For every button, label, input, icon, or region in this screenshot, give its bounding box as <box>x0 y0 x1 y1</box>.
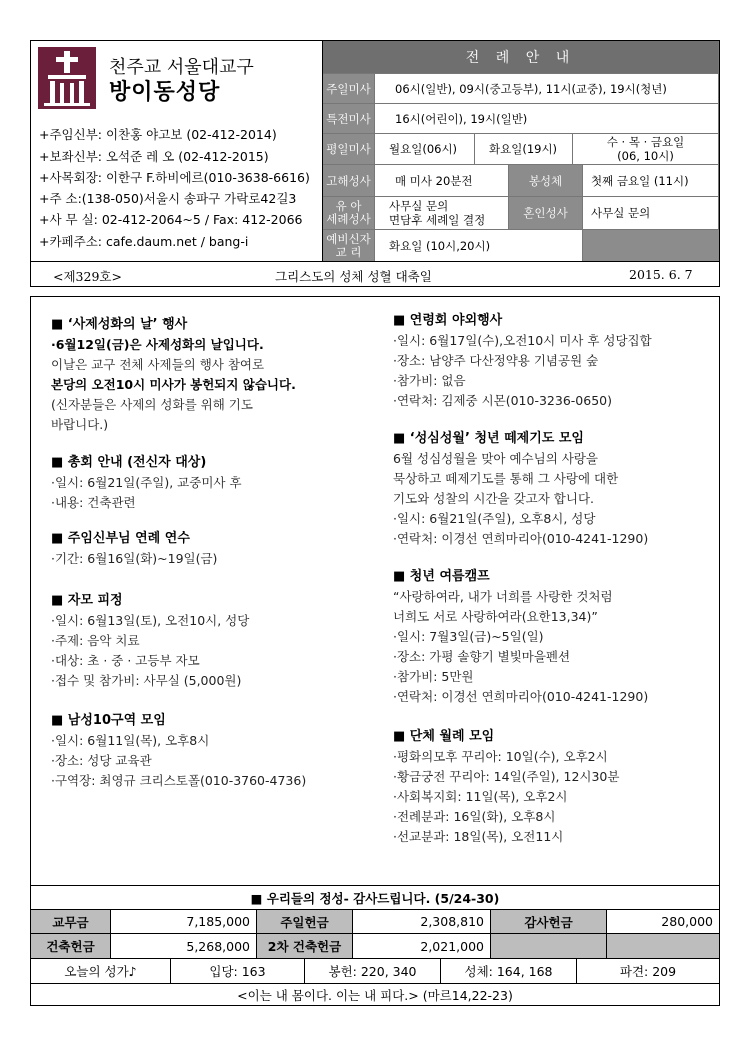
section-pastor-training <box>51 529 217 569</box>
offering-value: 280,000 <box>661 914 713 929</box>
section-line: “사랑하여라, 내가 너희를 사랑한 것처럼 <box>393 589 613 604</box>
section-line: 이날은 교구 전체 사제들의 행사 참여로 <box>51 357 265 372</box>
contact-address: +주 소:(138-050)서울시 송파구 가락로42길3 <box>39 191 297 206</box>
section-line: 바랍니다.) <box>51 417 109 432</box>
marriage-label: 혼인성사 <box>509 197 583 230</box>
empty-cell <box>583 230 719 261</box>
section-line: ·연락처: 이경선 연희마리아(010-4241-1290) <box>393 531 649 546</box>
issue-date: 2015. 6. 7 <box>629 267 693 282</box>
offering-label: 감사헌금 <box>491 910 607 933</box>
contact-assistant: +보좌신부: 오석준 레 오 (02-412-2015) <box>39 149 269 164</box>
infant-baptism-label: 유 아 세례성사 <box>323 197 375 230</box>
section-line: ·내용: 건축관련 <box>51 495 136 510</box>
confession-label: 고해성사 <box>323 165 375 197</box>
section-line: ·참가비: 없음 <box>393 373 466 388</box>
catechism-label: 예비신자 교 리 <box>323 230 375 261</box>
weekday-mass-label: 평일미사 <box>323 134 375 165</box>
section-line: ·일시: 6월13일(토), 오전10시, 성당 <box>51 613 250 628</box>
bulletin-body <box>30 296 720 1006</box>
section-line: 기도와 성찰의 시간을 갖고자 합니다. <box>393 491 594 506</box>
marriage-value: 사무실 문의 <box>583 197 719 230</box>
saturday-mass-value: 16시(어린이), 19시(일반) <box>375 104 719 134</box>
offering-label: 교무금 <box>31 910 111 933</box>
parish-logo-icon <box>38 47 96 109</box>
adoration-label: 봉성체 <box>509 165 583 197</box>
section-line: ·6월12일(금)은 사제성화의 날입니다. <box>51 337 264 352</box>
hymns-row <box>31 958 719 983</box>
offering-label: 주일헌금 <box>257 910 353 933</box>
issue-bar <box>31 261 719 286</box>
offering-value: 2,308,810 <box>353 910 491 933</box>
offering-row-2 <box>31 933 719 958</box>
hymn-recessional: 파견: 209 <box>619 964 677 979</box>
section-line: 본당의 오전10시 미사가 봉헌되지 않습니다. <box>51 377 296 392</box>
section-line: ·황금궁전 꾸리아: 14일(주일), 12시30분 <box>393 769 620 784</box>
left-column <box>51 315 381 875</box>
parish-info <box>31 41 322 261</box>
hymn-entrance: 입당: 163 <box>171 959 305 983</box>
bulletin-header <box>30 40 720 287</box>
section-line: 6월 성심성월을 맞아 예수님의 사랑을 <box>393 451 598 466</box>
section-line: ·연락처: 김제중 시몬(010-3236-0650) <box>393 393 612 408</box>
sunday-mass-value: 06시(일반), 09시(중고등부), 11시(교중), 19시(청년) <box>375 74 719 104</box>
section-title: ■ 자모 피정 <box>51 593 123 608</box>
parish-diocese: 천주교 서울대교구 <box>109 57 254 78</box>
section-priest-day <box>51 315 296 435</box>
contact-council: +사목회장: 이한구 F.하비에르(010-3638-6616) <box>39 170 310 185</box>
confession-value: 매 미사 20분전 <box>375 165 509 197</box>
section-line: ·전례분과: 16일(화), 오후8시 <box>393 809 556 824</box>
section-line: ·일시: 6월11일(목), 오후8시 <box>51 733 210 748</box>
section-men-district <box>51 711 306 791</box>
section-taize-prayer <box>393 429 648 549</box>
section-mothers-retreat <box>51 591 249 691</box>
section-title: ■ 남성10구역 모임 <box>51 713 166 728</box>
section-line: ·평화의모후 꾸리아: 10일(수), 오후2시 <box>393 749 608 764</box>
hymn-communion: 성체: 164, 168 <box>441 959 577 983</box>
section-line: 묵상하고 떼제기도를 통해 그 사랑에 대한 <box>393 471 619 486</box>
contact-cafe: +카페주소: cafe.daum.net / bang-i <box>39 234 249 249</box>
section-line: ·주제: 음악 치료 <box>51 633 140 648</box>
issue-number: <제329호> <box>53 269 122 284</box>
offering-title: ■ 우리들의 정성- 감사드립니다. (5/24-30) <box>250 890 500 906</box>
section-line: ·참가비: 5만원 <box>393 669 474 684</box>
section-title: ■ 단체 월례 모임 <box>393 729 495 744</box>
contact-office: +사 무 실: 02-412-2064~5 / Fax: 412-2066 <box>39 212 303 227</box>
saturday-mass-label: 특전미사 <box>323 104 375 134</box>
parish-name: 방이동성당 <box>109 79 221 105</box>
section-line: ·구역장: 최영규 크리스토폴(010-3760-4736) <box>51 773 307 788</box>
section-line: ·일시: 6월21일(주일), 교중미사 후 <box>51 475 242 490</box>
section-line: ·일시: 6월17일(수),오전10시 미사 후 성당집합 <box>393 333 652 348</box>
sunday-mass-label: 주일미사 <box>323 74 375 104</box>
catechism-value: 화요일 (10시,20시) <box>375 230 583 261</box>
weekday-monday: 월요일(06시) <box>375 134 475 165</box>
section-monthly-meetings <box>393 727 619 847</box>
section-line: ·연락처: 이경선 연희마리아(010-4241-1290) <box>393 689 649 704</box>
section-memorial-outing <box>393 311 652 411</box>
offering-label: 2차 건축헌금 <box>257 934 353 958</box>
section-line: ·접수 및 참가비: 사무실 (5,000원) <box>51 673 242 688</box>
offering-row-1 <box>31 909 719 933</box>
right-column <box>393 311 713 871</box>
section-line: ·장소: 남양주 다산정약용 기념공원 숲 <box>393 353 599 368</box>
weekday-wed-fri: 수 · 목 · 금요일 (06, 10시) <box>573 134 719 165</box>
section-general-meeting <box>51 453 242 513</box>
hymn-offertory: 봉헌: 220, 340 <box>305 959 441 983</box>
scripture-quote: <이는 내 몸이다. 이는 내 피다.> (마르14,22-23) <box>237 987 513 1003</box>
section-title: ■ 청년 여름캠프 <box>393 569 490 584</box>
infant-baptism-value: 사무실 문의 면담후 세례일 결정 <box>375 197 509 230</box>
section-title: ■ 주임신부님 연례 연수 <box>51 531 190 546</box>
section-line: ·장소: 성당 교육관 <box>51 753 152 768</box>
section-line: ·기간: 6월16일(화)~19일(금) <box>51 551 218 566</box>
offering-value: 2,021,000 <box>353 934 491 958</box>
section-title: ■ 총회 안내 (전신자 대상) <box>51 455 207 470</box>
adoration-value: 첫째 금요일 (11시) <box>583 165 719 197</box>
section-line: 너희도 서로 사랑하여라(요한13,34)” <box>393 609 598 624</box>
contact-pastor: +주임신부: 이찬홍 야고보 (02-412-2014) <box>39 127 277 142</box>
feast-title: 그리스도의 성체 성혈 대축일 <box>275 269 432 284</box>
section-line: ·사회복지회: 11일(목), 오후2시 <box>393 789 568 804</box>
offering-title-row <box>31 885 719 909</box>
offering-empty <box>607 934 719 958</box>
section-line: ·선교분과: 18일(목), 오전11시 <box>393 829 564 844</box>
weekday-tuesday: 화요일(19시) <box>475 134 573 165</box>
liturgy-title: 전 례 안 내 <box>323 41 719 74</box>
offering-label: 건축헌금 <box>31 934 111 958</box>
offering-value: 7,185,000 <box>111 910 257 933</box>
section-title: ■ 연령회 야외행사 <box>393 313 503 328</box>
section-line: (신자분들은 사제의 성화를 위해 기도 <box>51 397 253 412</box>
section-line: ·일시: 7월3일(금)~5일(일) <box>393 629 544 644</box>
section-line: ·일시: 6월21일(주일), 오후8시, 성당 <box>393 511 596 526</box>
offering-value: 5,268,000 <box>111 934 257 958</box>
section-title: ■ ‘사제성화의 날’ 행사 <box>51 317 188 332</box>
quote-row <box>31 983 719 1005</box>
liturgy-guide <box>322 41 719 261</box>
hymns-label: 오늘의 성가♪ <box>31 959 171 983</box>
offering-empty <box>491 934 607 958</box>
section-line: ·대상: 초 · 중 · 고등부 자모 <box>51 653 200 668</box>
section-youth-camp <box>393 567 648 707</box>
section-title: ■ ‘성심성월’ 청년 떼제기도 모임 <box>393 431 584 446</box>
section-line: ·장소: 가평 솔향기 별빛마을펜션 <box>393 649 571 664</box>
